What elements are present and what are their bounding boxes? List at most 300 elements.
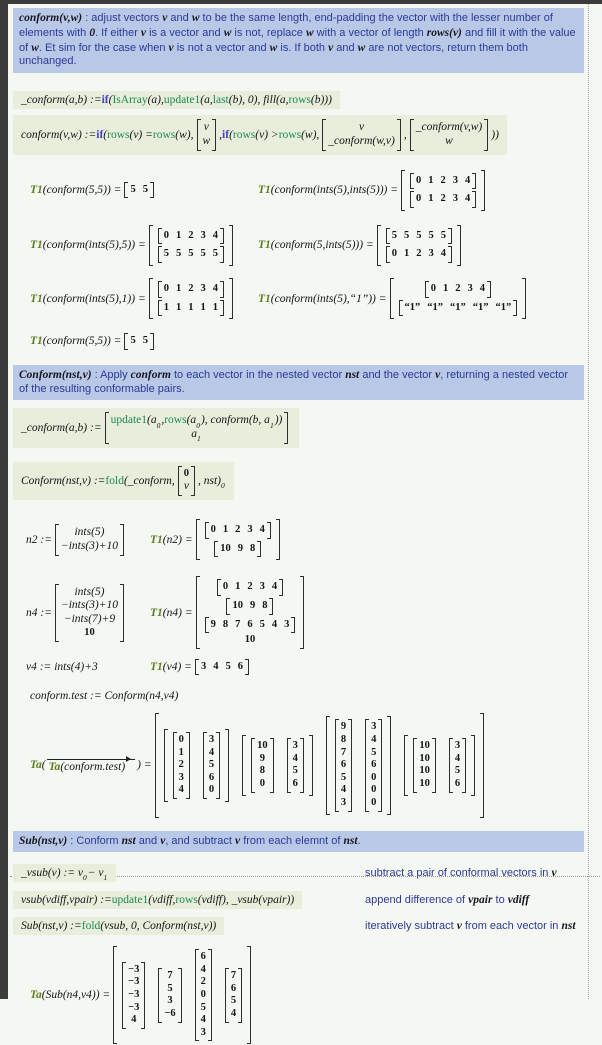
matrix (225, 968, 242, 1022)
matrix-row (163, 302, 219, 315)
matrix-cell (407, 190, 479, 209)
matrix-cell (223, 597, 276, 616)
matrix-row (210, 524, 266, 537)
matrix-row (129, 335, 149, 348)
matrix-cell: 9 (249, 600, 256, 612)
matrix-cell: 1 (200, 301, 206, 313)
math-var: nst (345, 368, 360, 381)
matrix-row (60, 599, 119, 613)
row-left (26, 583, 150, 643)
matrix-cell (191, 428, 202, 442)
math-text: _vsub(v) := v (21, 867, 84, 880)
matrix-cell: 3 (200, 660, 207, 672)
builtin-function: update1 (163, 94, 201, 106)
matrix-cell: 4 (340, 784, 347, 796)
matrix-cell: 0 (371, 771, 377, 783)
matrix-row (83, 627, 96, 640)
test-label: T1 (30, 335, 43, 348)
matrix-cell: 4 (292, 752, 298, 764)
desc-text: subtract a pair of conformal vectors in (365, 867, 552, 880)
math-var: w (269, 41, 278, 54)
matrix-cell (170, 731, 193, 800)
math-var: 0 (89, 26, 96, 39)
math-text: v (359, 121, 365, 133)
matrix-row (409, 737, 470, 793)
matrix-cell: 5 (259, 618, 265, 630)
matrix (410, 173, 476, 190)
matrix-row (178, 734, 185, 747)
matrix-cell: 4 (440, 248, 446, 260)
math-var: v (551, 867, 557, 880)
matrix (195, 659, 249, 676)
matrix-cell: 5 (175, 248, 182, 260)
builtin-function: rows (152, 128, 176, 141)
math-text: −ints(7)+9 (63, 613, 116, 626)
matrix-cell: 1 (175, 282, 182, 294)
matrix-row (421, 280, 495, 299)
math-text: −ints(3)+10 (60, 599, 119, 612)
matrix (449, 738, 466, 792)
matrix-cell (222, 967, 245, 1023)
desc-text: and (167, 12, 192, 24)
row-left (30, 224, 258, 267)
matrix (242, 735, 313, 795)
subscript: 1 (269, 420, 274, 430)
matrix-row (230, 995, 237, 1008)
testrow-1[interactable] (30, 169, 590, 212)
math-text: ( (229, 128, 233, 141)
desc-sub[interactable] (13, 831, 584, 853)
matrix-row (444, 135, 454, 149)
matrix-cell: “1” (404, 301, 421, 313)
testrow-3[interactable] (30, 277, 590, 320)
matrix-row (331, 718, 387, 812)
test-single[interactable] (30, 332, 590, 351)
math-var: v (456, 920, 462, 933)
math-text: ints(5) (74, 585, 105, 598)
matrix-row (418, 753, 431, 766)
matrix-row (415, 121, 484, 135)
matrix-row (454, 753, 461, 766)
builtin-function: rows (175, 894, 198, 907)
matrix-cell: 4 (371, 733, 377, 745)
matrix-cell: 0 (430, 282, 437, 294)
math-var: v (168, 41, 174, 54)
matrix-cell: −3 (128, 1001, 140, 1013)
math-text: (b), 0), fill(a, (228, 94, 289, 106)
matrix-row (454, 765, 461, 778)
math-text: (conform(5,5)) = (42, 184, 122, 197)
matrix-cell (383, 227, 455, 246)
math-var: Sub(nst,v) (19, 834, 68, 847)
row-n2[interactable] (26, 518, 590, 561)
matrix (149, 278, 233, 319)
matrix-cell: 5 (340, 771, 347, 783)
matrix-row (208, 772, 215, 785)
math-text: (conform(ints(5),1)) = (42, 292, 146, 305)
matrix-cell (445, 135, 453, 149)
matrix-cell: 9 (340, 721, 347, 733)
matrix (124, 333, 154, 350)
test-label: T1 (30, 239, 43, 252)
matrix-cell: 0 (210, 524, 216, 536)
matrix-cell: 4 (212, 282, 218, 294)
matrix-row (154, 227, 228, 246)
matrix-cell: 4 (131, 1014, 137, 1026)
matrix-cell: 10 (419, 765, 430, 777)
matrix-cell: 2 (235, 524, 241, 536)
matrix-cell: 5 (371, 746, 377, 758)
matrix-cell: 3 (340, 796, 347, 808)
math-text: (n2) = (162, 533, 193, 546)
test-label: T1 (150, 533, 163, 546)
matrix-row (247, 737, 308, 793)
matrix-row (259, 765, 266, 778)
desc-text: and fill it with the value of (19, 26, 576, 54)
matrix-cell: 6 (200, 951, 206, 963)
matrix-row (202, 135, 212, 149)
matrix-row (230, 970, 237, 983)
matrix-row (127, 964, 140, 977)
math-text: _conform(a,b) := (21, 94, 102, 106)
builtin-function: update1 (111, 894, 149, 907)
math-text: _conform(v,w) (415, 121, 483, 133)
matrix-cell: 5 (230, 995, 237, 1007)
matrix-row (154, 280, 228, 299)
matrix-cell (203, 135, 211, 149)
matrix-cell (407, 172, 479, 191)
matrix (196, 519, 280, 560)
matrix-cell (332, 718, 355, 812)
test-label: T1 (258, 184, 271, 197)
matrix (149, 225, 233, 266)
matrix-cell (204, 121, 209, 135)
matrix-cell: 1 (222, 524, 229, 536)
def-underscore-conform[interactable] (13, 91, 590, 109)
math-text: )) (491, 128, 499, 141)
matrix-cell: 0 (208, 784, 215, 796)
matrix-cell: 1 (428, 174, 434, 186)
comment (365, 894, 529, 906)
def-underscore-conform-nested[interactable] (13, 408, 590, 448)
matrix (155, 713, 485, 817)
desc-text: is not a vector and (173, 41, 270, 54)
matrix-cell: 0 (200, 989, 206, 1001)
matrix (113, 946, 251, 1044)
matrix (365, 719, 382, 811)
matrix (322, 119, 401, 151)
builtin-function: rows (232, 128, 256, 141)
matrix (178, 466, 195, 496)
def-vsub-helper[interactable] (13, 864, 590, 882)
matrix-row (201, 521, 275, 540)
matrix-cell: 3 (167, 995, 173, 1007)
matrix-row (259, 778, 266, 791)
math-text: n4 := (26, 606, 52, 619)
math-var: w (191, 12, 200, 24)
matrix-row (129, 184, 149, 197)
window-edge-left (0, 0, 8, 999)
math-text: vsub(vdiff,vpair) := (21, 894, 112, 907)
matrix-row (222, 597, 277, 616)
matrix-row (200, 964, 207, 977)
math-text: (vdiff), _vsub(vpair)) (197, 894, 295, 907)
matrix (386, 246, 452, 263)
matrix (377, 225, 461, 266)
matrix-cell: 1 (235, 581, 241, 593)
matrix-cell: 4 (454, 752, 461, 764)
matrix (164, 729, 230, 802)
math-text: (vsub, 0, Conform(nst,v)) (100, 920, 217, 933)
def-vsub[interactable] (13, 891, 590, 909)
matrix-row (200, 989, 207, 1002)
testrow-2[interactable] (30, 224, 590, 267)
matrix-cell: 3 (371, 721, 377, 733)
matrix-row (208, 759, 215, 772)
matrix (217, 579, 283, 596)
matrix-cell (202, 521, 274, 540)
matrix-cell (161, 728, 233, 803)
matrix-cell: 2 (247, 581, 253, 593)
row-n4[interactable] (26, 575, 590, 649)
matrix-row (154, 245, 228, 264)
matrix-row (208, 734, 215, 747)
matrix (122, 962, 145, 1029)
matrix-cell: 4 (271, 618, 278, 630)
matrix-row (292, 778, 299, 791)
matrix-row (183, 480, 190, 494)
math-var: v (140, 26, 147, 39)
eval-ta-conform-test[interactable] (30, 712, 590, 818)
desc-text: and the vector (359, 368, 436, 381)
matrix (158, 246, 224, 263)
desc-text: is not, replace (231, 26, 306, 39)
matrix-cell: 3 (200, 229, 206, 241)
test-label: Ta (30, 759, 42, 772)
eval-ta-sub[interactable] (30, 945, 590, 1045)
matrix-row (259, 753, 266, 766)
math-var: conform(v,w) (19, 12, 83, 24)
matrix-row (370, 784, 377, 797)
row-left (30, 277, 258, 320)
matrix-cell: 4 (213, 660, 219, 672)
matrix-row (178, 784, 185, 797)
row-right (258, 169, 488, 212)
matrix-cell (74, 586, 104, 600)
matrix-cell: 0 (163, 229, 169, 241)
matrix-row (340, 721, 347, 734)
matrix-cell: 8 (259, 765, 265, 777)
desc-text: and (333, 41, 358, 54)
desc-text: . If either (95, 26, 141, 39)
desc-text: from each vector in (461, 920, 562, 933)
matrix-cell (74, 526, 104, 540)
math-text: − v (87, 867, 104, 880)
matrix-cell: 0 (371, 784, 377, 796)
matrix (205, 522, 271, 539)
matrix-row (404, 302, 513, 315)
math-var: v (328, 41, 334, 54)
matrix-row (166, 983, 173, 996)
matrix-row (415, 193, 471, 206)
matrix-cell: 4 (208, 746, 215, 758)
math-var: vdiff (507, 894, 530, 907)
desc-text: from each elemnt of (240, 834, 344, 847)
desc-text: : adjust vectors (82, 12, 163, 24)
matrix-cell: −3 (128, 976, 140, 988)
matrix (425, 281, 491, 298)
matrix (214, 541, 261, 558)
matrix-row (201, 616, 300, 635)
math-var: rows(v) (426, 26, 462, 39)
matrix-row (395, 299, 522, 318)
math-text: −ints(3)+10 (60, 539, 119, 552)
matrix-cell: 3 (292, 740, 298, 752)
builtin-function: last (212, 94, 229, 106)
math-text: (conform(ints(5),ints(5))) = (270, 184, 398, 197)
matrix-cell: 10 (257, 740, 268, 752)
matrix-cell (155, 280, 227, 299)
matrix-row (154, 299, 228, 318)
math-text: w (445, 134, 453, 147)
math-text: (conform.test) (60, 761, 126, 774)
math-var: v (235, 834, 241, 847)
matrix-row (370, 747, 377, 760)
matrix-cell: 3 (467, 282, 473, 294)
matrix-cell: 6 (454, 778, 461, 790)
matrix-row (110, 414, 284, 428)
math-text: w (202, 134, 211, 147)
matrix-row (391, 248, 447, 261)
matrix-cell: 10 (220, 542, 231, 554)
matrix-cell: “1” (495, 301, 512, 313)
desc-text: are not vectors, return them both unchanged. (19, 41, 528, 68)
matrix-cell: 4 (479, 282, 486, 294)
matrix-cell: 4 (212, 229, 218, 241)
row-left (26, 661, 150, 673)
matrix (226, 598, 273, 615)
math-region (13, 462, 234, 500)
matrix-row (406, 190, 480, 209)
def-conform-fold[interactable] (13, 462, 590, 500)
test-label: Ta (30, 989, 42, 1002)
matrix-cell: 5 (200, 1001, 206, 1013)
matrix-cell (214, 578, 286, 597)
matrix-cell (200, 731, 223, 800)
matrix-cell (284, 737, 307, 793)
math-text: (a, (200, 94, 213, 106)
matrix (399, 300, 518, 317)
matrix-row (183, 468, 190, 481)
matrix-row (178, 759, 185, 772)
matrix-cell (383, 245, 455, 264)
matrix-cell: 4 (200, 963, 206, 975)
math-var: Conform(nst,v) (19, 368, 92, 381)
builtin-function: IsArray (112, 94, 148, 106)
matrix (158, 968, 181, 1022)
def-conform-test[interactable] (30, 690, 590, 702)
matrix-row (382, 245, 456, 264)
matrix-cell: 0 (178, 733, 184, 745)
matrix-cell (111, 414, 283, 428)
builtin-function: rows (288, 94, 311, 106)
matrix-row (370, 759, 377, 772)
matrix-cell (359, 121, 364, 135)
desc-text: is a vector and (146, 26, 224, 39)
matrix-row (415, 175, 471, 188)
matrix-cell: 7 (340, 746, 347, 758)
matrix-cell: 10 (419, 752, 430, 764)
matrix-cell: 5 (130, 183, 136, 195)
math-text: (a (147, 414, 157, 427)
math-var: v (435, 368, 441, 381)
matrix-cell: 6 (292, 778, 298, 790)
matrix-cell: 1 (212, 301, 218, 313)
builtin-function: rows (164, 414, 187, 427)
math-text: v (203, 121, 209, 133)
matrix-row (63, 613, 116, 627)
matrix-row (340, 759, 347, 772)
desc-conform[interactable] (13, 8, 584, 73)
math-region (13, 917, 224, 935)
matrix-row (382, 227, 456, 246)
math-text: ), conform(b, a (200, 414, 270, 427)
matrix-row (454, 778, 461, 791)
desc-conform-nested[interactable] (13, 365, 584, 401)
matrix-cell (155, 967, 184, 1023)
subscript: 1 (103, 872, 108, 882)
matrix-row (418, 740, 431, 753)
desc-text: . Et sim for the case when (38, 41, 169, 54)
matrix-cell: 5 (454, 765, 461, 777)
matrix-cell: 2 (416, 248, 422, 260)
row-v4[interactable] (26, 658, 590, 677)
math-var: nst (561, 920, 576, 933)
matrix-cell: 8 (222, 618, 229, 630)
matrix-cell: −3 (128, 963, 140, 975)
matrix-row (230, 1008, 237, 1021)
def-sub[interactable] (13, 917, 590, 935)
test-label: T1 (150, 661, 163, 674)
matrix-row (73, 586, 105, 600)
matrix-cell: 10 (244, 634, 256, 646)
matrix-cell: 5 (142, 335, 148, 347)
math-text: (conform(5,ints(5))) = (270, 239, 374, 252)
desc-text: to (492, 894, 508, 907)
def-conform[interactable] (13, 115, 590, 155)
matrix-row (327, 135, 396, 149)
matrix-cell: 0 (416, 174, 422, 186)
matrix (195, 949, 212, 1041)
matrix-row (200, 951, 207, 964)
matrix-cell: 6 (340, 759, 347, 771)
row-right (150, 658, 252, 677)
builtin-function: fold (81, 920, 101, 933)
matrix-row (256, 740, 269, 753)
matrix-cell (239, 734, 316, 796)
matrix-cell: 3 (452, 193, 458, 205)
math-var: w (305, 26, 314, 39)
desc-text: to be the same length, end-padding the vector with the lesser number of elements with (19, 12, 553, 39)
matrix-cell: 1 (175, 301, 182, 313)
matrix-cell: 3 (200, 1026, 206, 1038)
math-var: vpair (468, 894, 493, 907)
matrix-row (163, 283, 219, 296)
matrix-cell: 0 (163, 282, 169, 294)
matrix-cell: −3 (128, 989, 140, 1001)
window-edge-top (0, 0, 602, 4)
worksheet (8, 4, 590, 1045)
